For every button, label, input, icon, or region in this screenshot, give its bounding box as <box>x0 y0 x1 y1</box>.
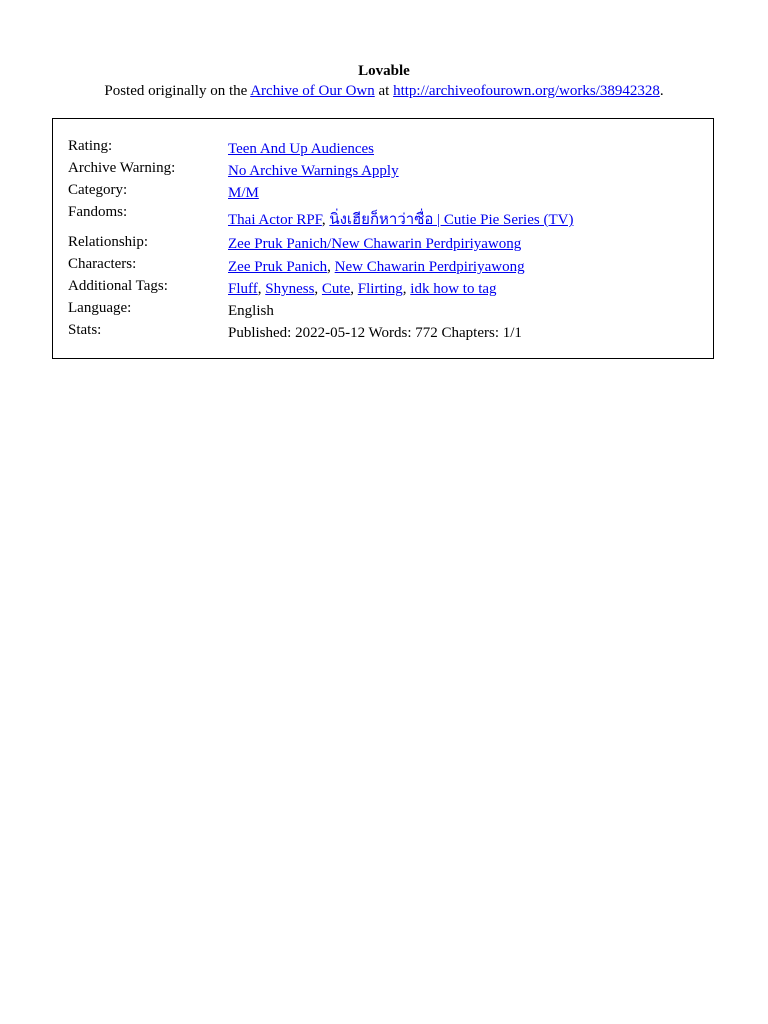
meta-row-rating <box>68 137 708 159</box>
meta-row-fandoms <box>68 203 708 233</box>
archive-warning-link[interactable]: No Archive Warnings Apply <box>228 163 399 179</box>
language-value: English <box>228 303 274 319</box>
posted-line <box>0 82 768 100</box>
list-separator: , <box>314 281 322 297</box>
meta-row-archive-warning <box>68 159 708 181</box>
meta-row-characters <box>68 255 708 277</box>
meta-row-stats <box>68 321 708 343</box>
additional-tags-list <box>228 280 497 298</box>
tag-link[interactable]: Flirting <box>357 281 403 297</box>
stats-label: Stats: <box>68 322 102 338</box>
tag-link[interactable]: Fluff <box>228 281 258 297</box>
tag-link[interactable]: Shyness <box>265 281 315 297</box>
trailing-period: . <box>659 83 664 99</box>
list-separator: , <box>257 281 266 297</box>
character-link[interactable]: New Chawarin Perdpiriyawong <box>334 259 525 275</box>
additional-tags-label: Additional Tags: <box>68 278 168 294</box>
work-url-link[interactable]: http://archiveofourown.org/works/38942328 <box>393 83 660 99</box>
meta-row-language <box>68 299 708 321</box>
tag-link[interactable]: Cute <box>321 281 351 297</box>
relationship-label: Relationship: <box>68 234 148 250</box>
language-label: Language: <box>68 300 132 316</box>
tag-link[interactable]: idk how to tag <box>410 281 497 297</box>
work-title: Lovable <box>358 63 410 79</box>
archive-link[interactable]: Archive of Our Own <box>250 83 375 99</box>
list-separator: , <box>350 281 358 297</box>
list-separator: , <box>327 259 335 275</box>
relationship-link[interactable]: Zee Pruk Panich/New Chawarin Perdpiriyawong <box>228 236 522 252</box>
list-separator: , <box>321 212 330 228</box>
archive-warning-label: Archive Warning: <box>68 160 176 176</box>
rating-label: Rating: <box>68 138 113 154</box>
character-link[interactable]: Zee Pruk Panich <box>228 259 328 275</box>
fandom-link[interactable]: นิ่งเฮียก็หาว่าซื่อ | Cutie Pie Series (TV) <box>329 212 574 228</box>
list-separator: , <box>402 281 411 297</box>
category-link[interactable]: M/M <box>228 185 259 201</box>
category-label: Category: <box>68 182 128 198</box>
work-metadata-box <box>52 118 714 359</box>
stats-value: Published: 2022-05-12 Words: 772 Chapters: 1/1 <box>228 325 522 341</box>
fandoms-label: Fandoms: <box>68 204 128 220</box>
posted-prefix: Posted originally on the <box>104 83 251 99</box>
fandoms-list <box>228 211 573 229</box>
characters-label: Characters: <box>68 256 137 272</box>
characters-list <box>228 258 525 276</box>
fandom-link[interactable]: Thai Actor RPF <box>228 212 322 228</box>
meta-row-additional-tags <box>68 277 708 299</box>
meta-row-relationship <box>68 233 708 255</box>
at-text: at <box>374 83 394 99</box>
meta-row-category <box>68 181 708 203</box>
rating-link[interactable]: Teen And Up Audiences <box>228 141 375 157</box>
